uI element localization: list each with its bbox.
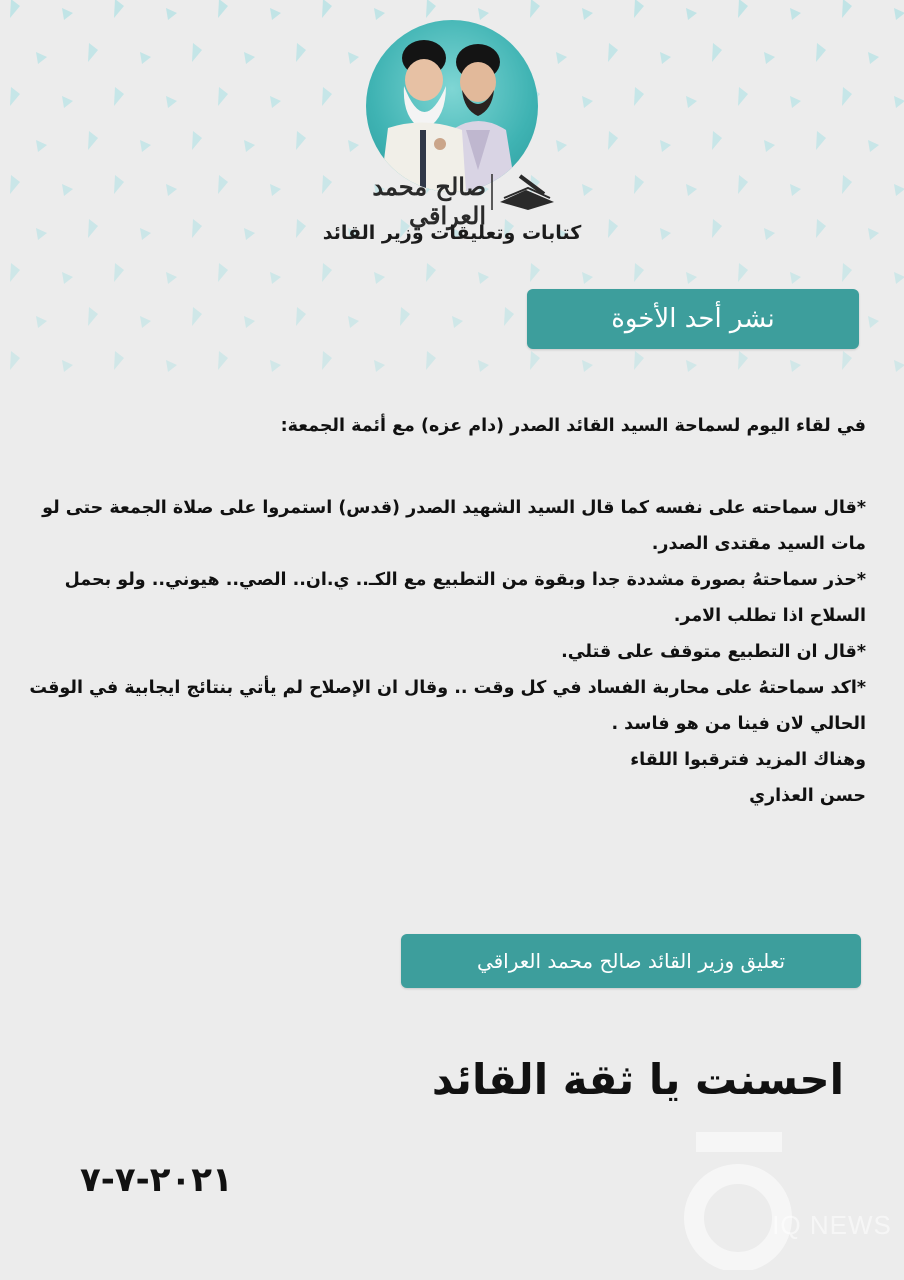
pattern-triangle bbox=[712, 219, 722, 238]
pattern-triangle bbox=[686, 184, 697, 196]
pattern-triangle bbox=[452, 316, 463, 328]
pattern-triangle bbox=[582, 96, 593, 108]
pattern-triangle bbox=[244, 316, 255, 328]
comment-text: احسنت يا ثقة القائد bbox=[431, 1055, 844, 1104]
pattern-triangle bbox=[322, 263, 332, 282]
pattern-triangle bbox=[816, 219, 826, 238]
pattern-triangle bbox=[842, 175, 852, 194]
pattern-triangle bbox=[218, 0, 228, 18]
pattern-triangle bbox=[530, 0, 540, 18]
pattern-triangle bbox=[140, 52, 151, 64]
pattern-triangle bbox=[868, 52, 879, 64]
pattern-triangle bbox=[10, 0, 20, 18]
pattern-triangle bbox=[270, 272, 281, 284]
pattern-triangle bbox=[88, 219, 98, 238]
pattern-triangle bbox=[166, 8, 177, 20]
pattern-triangle bbox=[816, 43, 826, 62]
pattern-triangle bbox=[686, 272, 697, 284]
pattern-triangle bbox=[62, 184, 73, 196]
pattern-triangle bbox=[374, 272, 385, 284]
pattern-triangle bbox=[686, 96, 697, 108]
watermark-label: IQ NEWS bbox=[772, 1210, 892, 1240]
pattern-triangle bbox=[192, 43, 202, 62]
pattern-triangle bbox=[738, 175, 748, 194]
pattern-triangle bbox=[582, 8, 593, 20]
pattern-triangle bbox=[322, 351, 332, 370]
pattern-triangle bbox=[348, 316, 359, 328]
pattern-triangle bbox=[10, 263, 20, 282]
pattern-triangle bbox=[10, 351, 20, 370]
pattern-triangle bbox=[218, 87, 228, 106]
pattern-triangle bbox=[894, 8, 904, 20]
pattern-triangle bbox=[894, 272, 904, 284]
pattern-triangle bbox=[62, 8, 73, 20]
pattern-triangle bbox=[218, 351, 228, 370]
pattern-triangle bbox=[36, 140, 47, 152]
pattern-triangle bbox=[192, 307, 202, 326]
pattern-triangle bbox=[36, 228, 47, 240]
pattern-triangle bbox=[270, 8, 281, 20]
pattern-triangle bbox=[322, 0, 332, 18]
pattern-triangle bbox=[816, 131, 826, 150]
pattern-triangle bbox=[88, 131, 98, 150]
pattern-triangle bbox=[114, 87, 124, 106]
pattern-triangle bbox=[738, 263, 748, 282]
pattern-triangle bbox=[218, 175, 228, 194]
pattern-triangle bbox=[270, 360, 281, 372]
pattern-triangle bbox=[10, 87, 20, 106]
pattern-triangle bbox=[556, 140, 567, 152]
pattern-triangle bbox=[114, 351, 124, 370]
pattern-triangle bbox=[764, 52, 775, 64]
pattern-triangle bbox=[36, 316, 47, 328]
book-pen-icon bbox=[500, 176, 554, 210]
logo-name: صالح محمد العراقي bbox=[372, 172, 486, 230]
pattern-triangle bbox=[296, 43, 306, 62]
pattern-triangle bbox=[192, 131, 202, 150]
pattern-triangle bbox=[322, 87, 332, 106]
pattern-triangle bbox=[244, 228, 255, 240]
logo-subtitle: كتابات وتعليقات وزير القائد bbox=[322, 222, 582, 244]
post-author: حسن العذاري bbox=[749, 786, 866, 806]
pattern-triangle bbox=[296, 307, 306, 326]
pattern-triangle bbox=[894, 184, 904, 196]
pattern-triangle bbox=[634, 0, 644, 18]
pattern-triangle bbox=[764, 140, 775, 152]
pattern-triangle bbox=[790, 360, 801, 372]
pattern-triangle bbox=[868, 140, 879, 152]
pattern-triangle bbox=[686, 360, 697, 372]
pattern-triangle bbox=[62, 272, 73, 284]
pattern-triangle bbox=[894, 96, 904, 108]
pattern-triangle bbox=[738, 87, 748, 106]
pattern-triangle bbox=[842, 263, 852, 282]
pattern-triangle bbox=[348, 52, 359, 64]
pattern-triangle bbox=[504, 307, 514, 326]
post-banner: نشر أحد الأخوة bbox=[527, 289, 859, 349]
pattern-triangle bbox=[166, 360, 177, 372]
pattern-triangle bbox=[270, 184, 281, 196]
pattern-triangle bbox=[478, 272, 489, 284]
pattern-triangle bbox=[62, 360, 73, 372]
post-date: ٢٠٢١-٧-٧ bbox=[80, 1160, 233, 1200]
pattern-triangle bbox=[426, 263, 436, 282]
pattern-triangle bbox=[166, 184, 177, 196]
pattern-triangle bbox=[166, 96, 177, 108]
pattern-triangle bbox=[244, 140, 255, 152]
pattern-triangle bbox=[62, 96, 73, 108]
pattern-triangle bbox=[88, 43, 98, 62]
pattern-triangle bbox=[582, 272, 593, 284]
watermark-logo bbox=[676, 1130, 896, 1270]
pattern-triangle bbox=[634, 263, 644, 282]
pattern-triangle bbox=[426, 351, 436, 370]
pattern-triangle bbox=[400, 307, 410, 326]
pattern-triangle bbox=[374, 360, 385, 372]
pattern-triangle bbox=[634, 351, 644, 370]
clerics-portrait bbox=[366, 20, 538, 192]
pattern-triangle bbox=[608, 43, 618, 62]
pattern-triangle bbox=[842, 351, 852, 370]
pattern-triangle bbox=[660, 140, 671, 152]
pattern-triangle bbox=[712, 131, 722, 150]
post-body bbox=[10, 408, 866, 814]
pattern-triangle bbox=[426, 0, 436, 18]
post-point: *قال سماحته على نفسه كما قال السيد الشهيد الصدر (قدس) استمروا على صلاة الجمعة حتى لو مات السيد مقتدى الصدر. bbox=[42, 498, 866, 554]
pattern-triangle bbox=[114, 175, 124, 194]
pattern-triangle bbox=[478, 360, 489, 372]
pattern-triangle bbox=[88, 307, 98, 326]
pattern-triangle bbox=[530, 351, 540, 370]
pattern-triangle bbox=[166, 272, 177, 284]
pattern-triangle bbox=[114, 263, 124, 282]
pattern-triangle bbox=[634, 87, 644, 106]
pattern-triangle bbox=[140, 228, 151, 240]
pattern-triangle bbox=[140, 316, 151, 328]
pattern-triangle bbox=[374, 8, 385, 20]
pattern-triangle bbox=[738, 0, 748, 18]
pattern-triangle bbox=[712, 43, 722, 62]
pattern-triangle bbox=[10, 175, 20, 194]
pattern-triangle bbox=[790, 272, 801, 284]
pattern-triangle bbox=[790, 96, 801, 108]
pattern-triangle bbox=[790, 184, 801, 196]
pattern-triangle bbox=[842, 0, 852, 18]
pattern-triangle bbox=[192, 219, 202, 238]
pattern-triangle bbox=[296, 131, 306, 150]
pattern-triangle bbox=[218, 263, 228, 282]
pattern-triangle bbox=[478, 8, 489, 20]
pattern-triangle bbox=[244, 52, 255, 64]
pattern-triangle bbox=[270, 96, 281, 108]
pattern-triangle bbox=[738, 351, 748, 370]
post-closing: وهناك المزيد فترقبوا اللقاء bbox=[630, 750, 866, 770]
pattern-triangle bbox=[582, 184, 593, 196]
post-point: *قال ان التطبيع متوقف على قتلي. bbox=[561, 642, 866, 662]
pattern-triangle bbox=[114, 0, 124, 18]
pattern-triangle bbox=[36, 52, 47, 64]
pattern-triangle bbox=[686, 8, 697, 20]
post-point: *اكد سماحتهُ على محاربة الفساد في كل وقت .. وقال ان الإصلاح لم يأتي بنتائج ايجابية في الوقت الحالي لان فينا من هو فاسد . bbox=[29, 678, 866, 734]
comment-banner: تعليق وزير القائد صالح محمد العراقي bbox=[401, 934, 861, 988]
pattern-triangle bbox=[660, 228, 671, 240]
pattern-triangle bbox=[868, 228, 879, 240]
pattern-triangle bbox=[660, 52, 671, 64]
pattern-triangle bbox=[764, 228, 775, 240]
post-intro: في لقاء اليوم لسماحة السيد القائد الصدر (دام عزه) مع أئمة الجمعة: bbox=[280, 416, 866, 436]
pattern-triangle bbox=[582, 360, 593, 372]
pattern-triangle bbox=[140, 140, 151, 152]
pattern-triangle bbox=[894, 360, 904, 372]
pattern-triangle bbox=[530, 263, 540, 282]
pattern-triangle bbox=[608, 219, 618, 238]
pattern-triangle bbox=[608, 131, 618, 150]
post-point: *حذر سماحتهُ بصورة مشددة جدا وبقوة من التطبيع مع الكـ.. ي.ان.. الصي.. هيوني.. ولو بحمل السلاح اذا تطلب الامر. bbox=[64, 570, 866, 626]
pattern-triangle bbox=[556, 52, 567, 64]
pattern-triangle bbox=[842, 87, 852, 106]
pattern-triangle bbox=[634, 175, 644, 194]
pattern-triangle bbox=[348, 140, 359, 152]
pattern-triangle bbox=[790, 8, 801, 20]
pattern-triangle bbox=[868, 316, 879, 328]
